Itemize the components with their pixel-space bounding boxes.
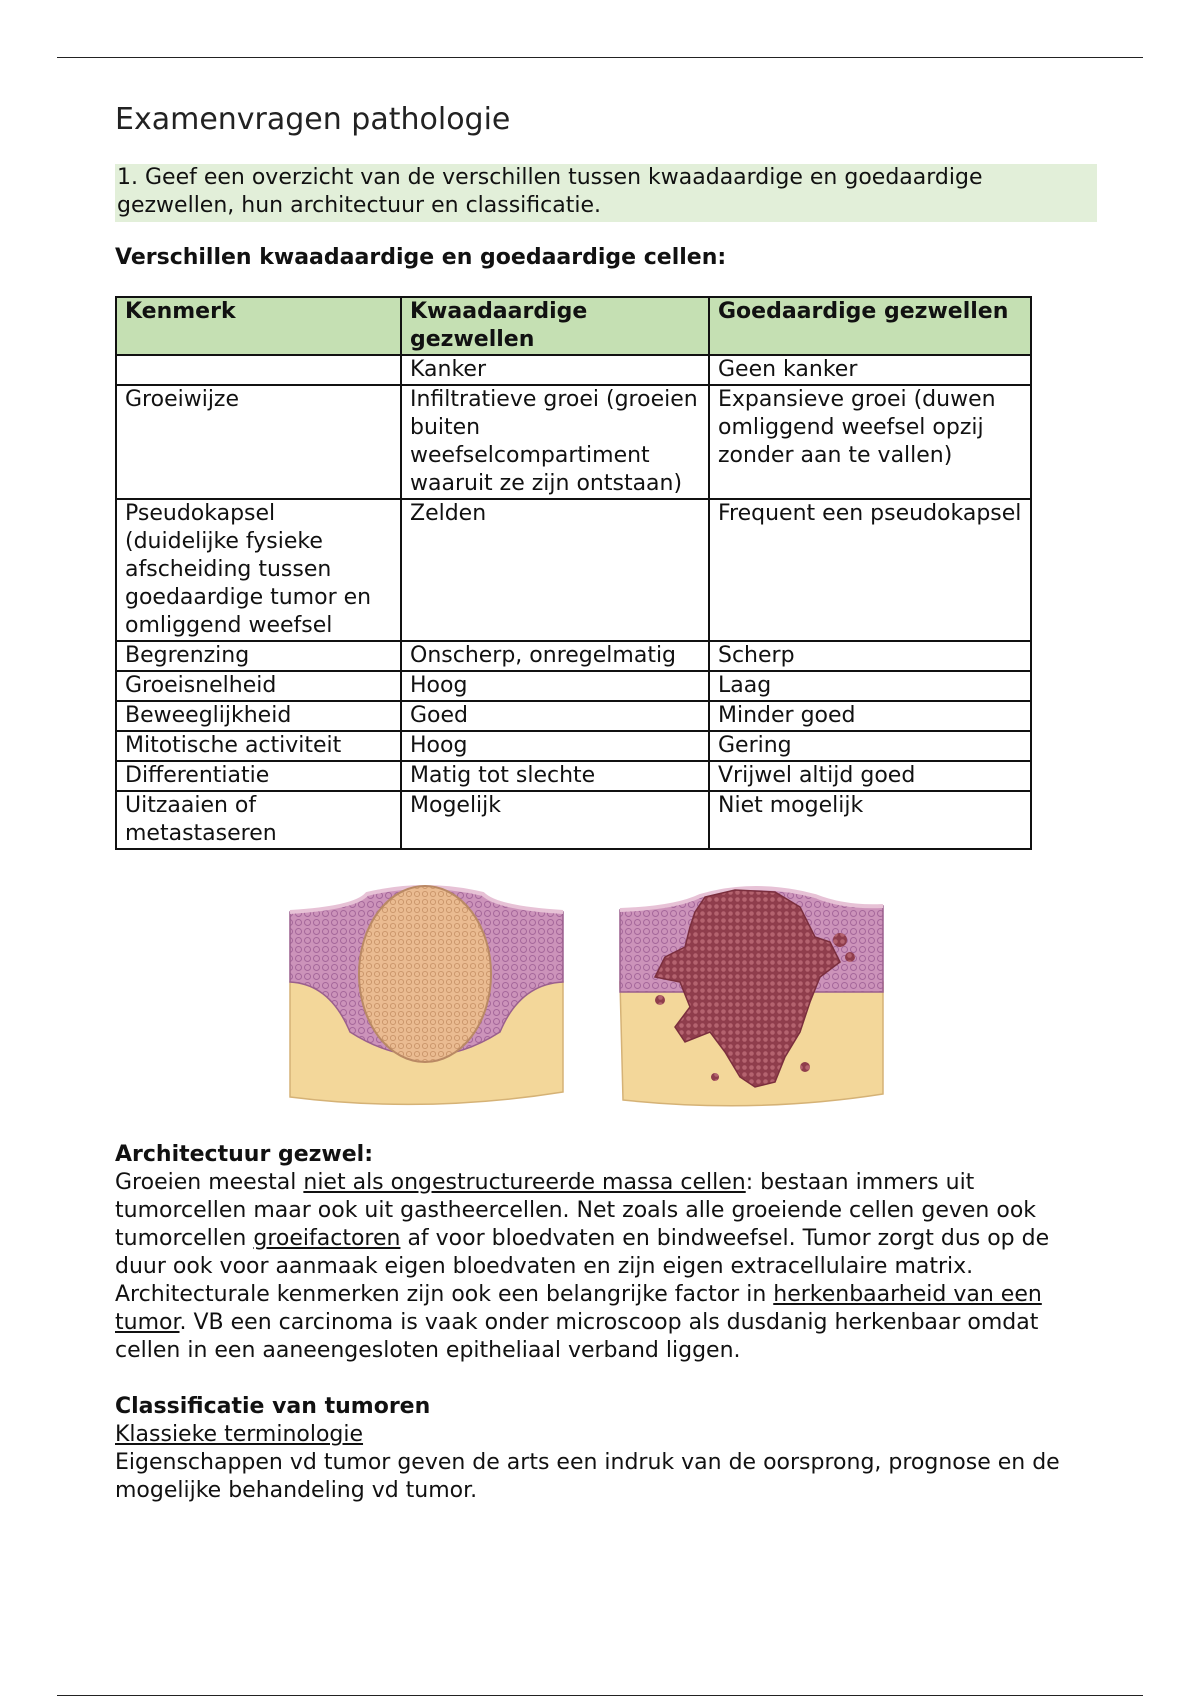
text-run: af voor bloedvaten en bindweefsel. Tumor zorgt dus op de duur ook voor aanmaak eigen bloedvaten en zijn eigen extracellulaire matrix. Architecturale kenmerken zijn ook een belangrijke factor in xyxy=(115,1226,1050,1307)
table-row xyxy=(116,791,1031,849)
footer-rule xyxy=(57,1695,1143,1696)
table-row xyxy=(116,499,1031,641)
table-cell xyxy=(116,355,401,385)
table-row xyxy=(116,761,1031,791)
differences-heading: Verschillen kwaadaardige en goedaardige cellen: xyxy=(115,245,727,270)
table-cell: Goed xyxy=(401,701,709,731)
table-row xyxy=(116,701,1031,731)
table-cell: Gering xyxy=(709,731,1031,761)
column-header: Kwaadaardige gezwellen xyxy=(401,297,709,355)
tumor-figure xyxy=(115,882,1090,1117)
table-row xyxy=(116,731,1031,761)
table-cell: Laag xyxy=(709,671,1031,701)
table-cell: Uitzaaien of metastaseren xyxy=(116,791,401,849)
table-cell: Groeiwijze xyxy=(116,385,401,499)
classification-heading: Classificatie van tumoren xyxy=(115,1394,431,1419)
table-cell: Groeisnelheid xyxy=(116,671,401,701)
table-cell: Hoog xyxy=(401,731,709,761)
table-cell: Niet mogelijk xyxy=(709,791,1031,849)
table-cell: Zelden xyxy=(401,499,709,641)
table-cell: Beweeglijkheid xyxy=(116,701,401,731)
table-row xyxy=(116,355,1031,385)
table-cell: Minder goed xyxy=(709,701,1031,731)
architecture-paragraph xyxy=(115,1169,1090,1365)
header-rule xyxy=(57,57,1143,58)
table-cell: Geen kanker xyxy=(709,355,1031,385)
table-cell: Mogelijk xyxy=(401,791,709,849)
table-cell: Differentiatie xyxy=(116,761,401,791)
malignant-tumor-illustration xyxy=(615,882,890,1117)
underlined-term: groeifactoren xyxy=(253,1226,401,1251)
table-cell: Begrenzing xyxy=(116,641,401,671)
document-body xyxy=(115,98,1090,1505)
table-cell: Frequent een pseudokapsel xyxy=(709,499,1031,641)
document-title: Examenvragen pathologie xyxy=(115,102,511,137)
exam-question: 1. Geef een overzicht van de verschillen tussen kwaadaardige en goedaardige gezwellen, hun architectuur en classificatie. xyxy=(115,164,1097,222)
table-cell: Mitotische activiteit xyxy=(116,731,401,761)
column-header: Goedaardige gezwellen xyxy=(709,297,1031,355)
column-header: Kenmerk xyxy=(116,297,401,355)
table-cell: Kanker xyxy=(401,355,709,385)
benign-tumor-illustration xyxy=(285,882,570,1117)
underlined-term: niet als ongestructureerde massa cellen xyxy=(303,1170,746,1195)
architecture-heading: Architectuur gezwel: xyxy=(115,1142,374,1167)
comparison-table xyxy=(115,296,1032,850)
classification-subheading: Klassieke terminologie xyxy=(115,1422,364,1447)
table-row xyxy=(116,641,1031,671)
table-cell: Scherp xyxy=(709,641,1031,671)
benign-mass xyxy=(359,886,491,1062)
underlined-term: herkenbaarheid van een tumor xyxy=(115,1282,1042,1335)
text-run: : bestaan immers uit tumorcellen maar ook uit gastheercellen. Net zoals alle groeiende cellen geven ook tumorcellen xyxy=(115,1170,1037,1251)
table-cell: Infiltratieve groei (groeien buiten weefselcompartiment waaruit ze zijn ontstaan) xyxy=(401,385,709,499)
classification-paragraph: Eigenschappen vd tumor geven de arts een indruk van de oorsprong, prognose en de mogelijke behandeling vd tumor. xyxy=(115,1450,1060,1503)
table-cell: Vrijwel altijd goed xyxy=(709,761,1031,791)
table-header-row xyxy=(116,297,1031,355)
table-row xyxy=(116,671,1031,701)
table-cell: Onscherp, onregelmatig xyxy=(401,641,709,671)
table-cell: Hoog xyxy=(401,671,709,701)
table-row xyxy=(116,385,1031,499)
text-run: Groeien meestal xyxy=(115,1170,304,1195)
table-cell: Matig tot slechte xyxy=(401,761,709,791)
table-cell: Pseudokapsel (duidelijke fysieke afscheiding tussen goedaardige tumor en omliggend weefsel xyxy=(116,499,401,641)
table-cell: Expansieve groei (duwen omliggend weefsel opzij zonder aan te vallen) xyxy=(709,385,1031,499)
text-run: . VB een carcinoma is vaak onder microscoop als dusdanig herkenbaar omdat cellen in een aaneengesloten epitheliaal verband liggen. xyxy=(115,1310,1039,1363)
